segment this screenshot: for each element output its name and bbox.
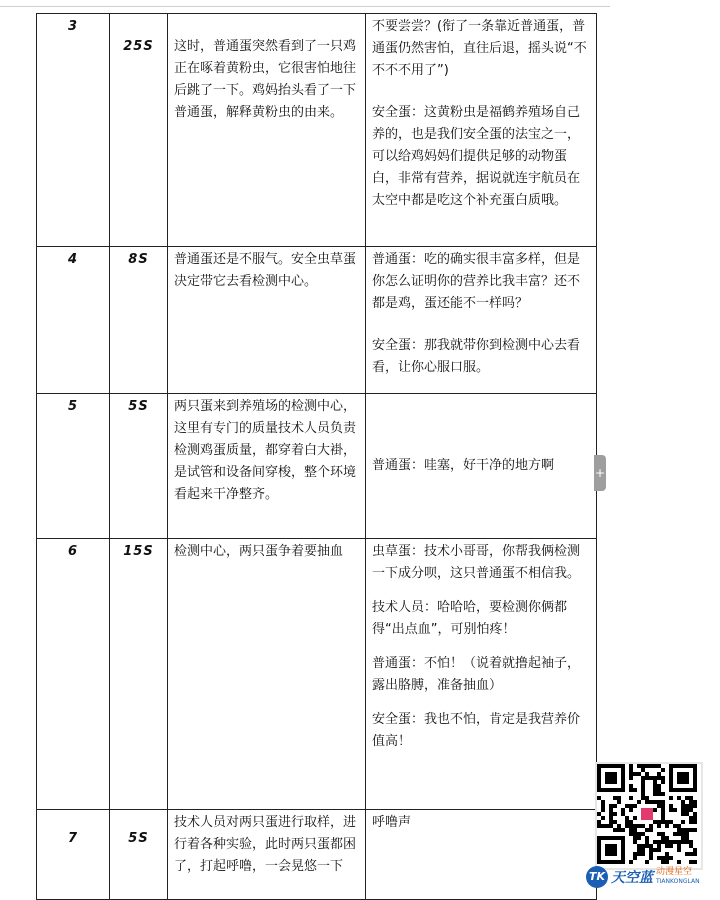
table-row bbox=[37, 394, 597, 539]
scene-description: 普通蛋还是不服气。安全虫草蛋决定带它去看检测中心。 bbox=[168, 247, 366, 394]
scene-description: 技术人员对两只蛋进行取样，进行着各种实验，此时两只蛋都困了，打起呼噜，一会晃悠一下 bbox=[168, 810, 366, 900]
scene-duration: 8S bbox=[110, 247, 168, 394]
scene-description: 两只蛋来到养殖场的检测中心，这里有专门的质量技术人员负责检测鸡蛋质量，都穿着白大褂，是试管和设备间穿梭，整个环境看起来干净整齐。 bbox=[168, 394, 366, 539]
scene-duration: 5S bbox=[110, 810, 168, 900]
dialogue-line: 呼噜声 bbox=[372, 815, 412, 830]
qr-code-graphic bbox=[597, 764, 697, 864]
scene-number: 7 bbox=[37, 810, 110, 900]
scene-description: 检测中心，两只蛋争着要抽血 bbox=[168, 539, 366, 810]
dialogue-line: 普通蛋：吃的确实很丰富多样，但是你怎么证明你的营养比我丰富？还不都是鸡，蛋还能不一样吗？ bbox=[372, 252, 581, 311]
dialogue-line: 普通蛋：不怕！（说着就撸起袖子，露出胳膊，准备抽血） bbox=[372, 656, 581, 693]
table-row bbox=[37, 810, 597, 900]
dialogue-line: 安全蛋：这黄粉虫是福鹤养殖场自己养的，也是我们安全蛋的法宝之一，可以给鸡妈妈们提供足够的动物蛋白，非常有营养，据说就连宇航员在太空中都是吃这个补充蛋白质哦。 bbox=[372, 105, 581, 208]
dialogue-line: 安全蛋：我也不怕，肯定是我营养价值高！ bbox=[372, 712, 581, 749]
watermark-logo bbox=[586, 862, 720, 891]
table-row bbox=[37, 539, 597, 810]
dialogue-cell bbox=[366, 247, 597, 394]
scene-duration: 15S bbox=[110, 539, 168, 810]
dialogue-line: 不要尝尝？(衔了一条靠近普通蛋，普通蛋仍然害怕，直往后退，摇头说“不不不不用了”) bbox=[372, 19, 587, 78]
page-top-ruler bbox=[0, 6, 610, 7]
dialogue-line: 普通蛋：哇塞，好干净的地方啊 bbox=[372, 458, 555, 473]
scene-description: 这时，普通蛋突然看到了一只鸡正在啄着黄粉虫，它很害怕地往后跳了一下。鸡妈抬头看了一下普通蛋，解释黄粉虫的由来。 bbox=[168, 14, 366, 247]
scene-number: 4 bbox=[37, 247, 110, 394]
scene-duration: 5S bbox=[110, 394, 168, 539]
dialogue-cell bbox=[366, 539, 597, 810]
table-row bbox=[37, 14, 597, 247]
brand-logo-icon: TK bbox=[586, 866, 608, 888]
scene-number: 5 bbox=[37, 394, 110, 539]
scene-duration: 25S bbox=[110, 14, 168, 247]
qr-code bbox=[595, 762, 703, 870]
watermark-subtitle: 动漫星空 bbox=[656, 866, 693, 877]
scene-number: 3 bbox=[37, 14, 110, 247]
dialogue-line: 虫草蛋：技术小哥哥，你帮我俩检测一下成分呗，这只普通蛋不相信我。 bbox=[372, 544, 581, 581]
dialogue-line: 技术人员：哈哈哈，要检测你俩都得“出点血”，可别怕疼！ bbox=[372, 600, 568, 637]
dialogue-cell bbox=[366, 810, 597, 900]
dialogue-cell bbox=[366, 394, 597, 539]
dialogue-line: 安全蛋：那我就带你到检测中心去看看，让你心服口服。 bbox=[372, 338, 581, 375]
scene-number: 6 bbox=[37, 539, 110, 810]
side-expand-tab[interactable]: + bbox=[594, 455, 606, 491]
dialogue-cell bbox=[366, 14, 597, 247]
storyboard-table bbox=[36, 13, 597, 900]
table-row bbox=[37, 247, 597, 394]
watermark-english: TIANKONGLAN bbox=[656, 877, 700, 885]
watermark-brand: 天空蓝 bbox=[611, 869, 653, 886]
